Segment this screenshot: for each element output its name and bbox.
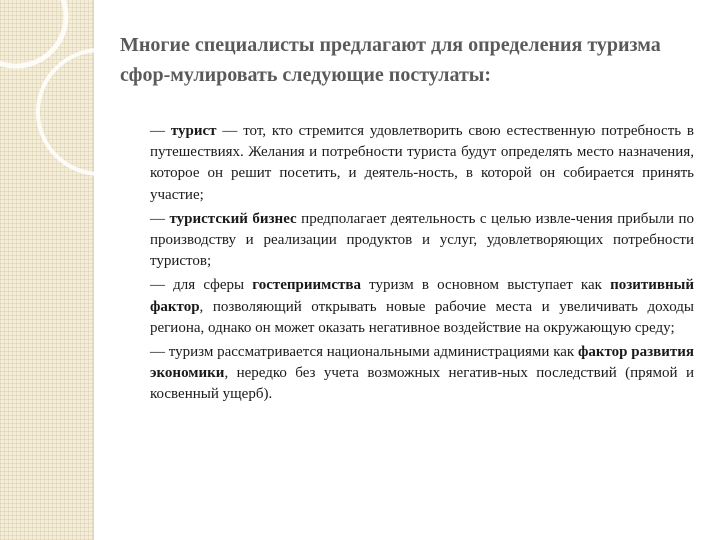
term-tourist: турист <box>170 123 217 139</box>
term-positive-factor: позитивный фактор <box>150 277 694 315</box>
term-tourism-business: туристский бизнес <box>169 210 297 227</box>
text-run: , позволяющий открывать новые рабочие места и увеличивать доходы региона, однако он может оказать негативное воздействие на окружающую среду; <box>150 298 694 336</box>
text-run: — <box>150 123 171 139</box>
postulate-hospitality <box>150 275 694 339</box>
text-run: , нередко без учета возможных негатив-ных последствий (прямой и косвенный ущерб). <box>150 365 694 403</box>
text-run: — <box>150 210 170 227</box>
slide-body <box>150 121 694 409</box>
text-run: туризм в основном выступает как <box>361 277 611 294</box>
text-run: предполагает деятельность с целью извле-чения прибыли по производству и реализации продуктов и услуг, удовлетворяющих потребности туристов; <box>150 210 695 270</box>
postulate-tourist <box>150 121 694 206</box>
text-run: — для сферы <box>150 277 253 294</box>
text-run: — туризм рассматривается национальными администрациями как <box>150 344 578 361</box>
postulate-tourism-business <box>150 209 694 273</box>
slide-title: Многие специалисты предлагают для определения туризма сфор-мулировать следующие постулаты: <box>120 34 661 86</box>
term-economic-factor: фактор развития экономики <box>150 344 695 382</box>
text-run: — тот, кто стремится удовлетворить свою естественную потребность в путешествиях. Желания и потребности туриста будут определять место назначения, которое он решит посетить, и деятель-ность, в которой он собирается принять участие; <box>150 123 695 203</box>
postulate-national-administrations <box>150 342 694 406</box>
term-hospitality: гостеприимства <box>252 277 362 294</box>
